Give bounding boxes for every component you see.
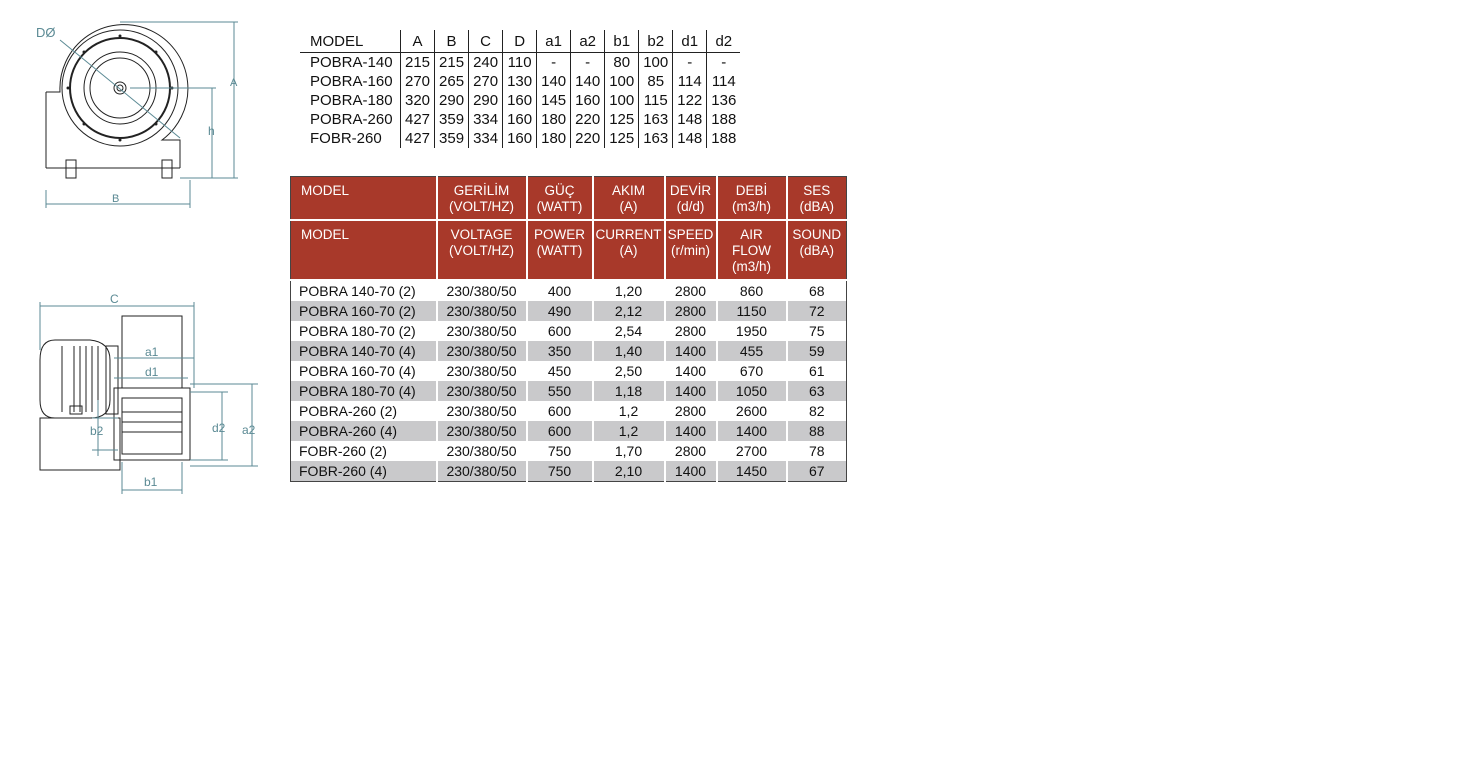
dim-cell: 122	[673, 91, 707, 110]
spec-cell: 1,2	[593, 401, 665, 421]
spec-cell: 59	[787, 341, 847, 361]
spec-header-airflow-en	[717, 220, 787, 280]
spec-table-row	[291, 341, 847, 361]
spec-header-voltage-tr	[437, 177, 527, 221]
dim-cell: 215	[401, 53, 435, 73]
dim-cell: 359	[435, 129, 469, 148]
header-text: GÜÇ	[544, 183, 575, 198]
dim-cell: 148	[673, 129, 707, 148]
spec-cell: 2800	[665, 441, 717, 461]
dim-d2-label: d2	[212, 421, 226, 435]
dim-header-cell: MODEL	[300, 30, 401, 53]
spec-table-row	[291, 361, 847, 381]
spec-cell: 230/380/50	[437, 361, 527, 381]
spec-header-row-tr	[291, 177, 847, 221]
header-text: SPEED	[667, 227, 714, 242]
spec-header-airflow-tr	[717, 177, 787, 221]
dimension-table	[300, 30, 740, 148]
dim-cell: 334	[469, 129, 503, 148]
spec-cell: 1450	[717, 461, 787, 482]
spec-header-sound-en	[787, 220, 847, 280]
header-text: VOLTAGE	[450, 227, 513, 242]
dim-cell: 180	[537, 129, 571, 148]
spec-cell: POBRA 180-70 (4)	[291, 381, 437, 401]
dim-header-cell: d2	[707, 30, 741, 53]
dim-cell: 140	[571, 72, 605, 91]
dim-h-label: h	[208, 124, 215, 138]
dim-b-label: B	[112, 193, 120, 205]
spec-header-speed-en	[665, 220, 717, 280]
header-unit: (dBA)	[799, 243, 834, 258]
dim-cell: 160	[503, 110, 537, 129]
dim-cell: 115	[639, 91, 673, 110]
dim-cell: FOBR-260	[310, 130, 382, 147]
spec-cell: 78	[787, 441, 847, 461]
spec-cell: 450	[527, 361, 593, 381]
dim-a1-label: a1	[145, 345, 159, 359]
spec-cell: 230/380/50	[437, 421, 527, 441]
spec-table	[290, 176, 847, 482]
dim-cell: 160	[503, 91, 537, 110]
dim-cell: 290	[469, 91, 503, 110]
spec-cell: 670	[717, 361, 787, 381]
header-text: AIR FLOW	[732, 227, 771, 258]
header-unit: (dBA)	[799, 199, 834, 214]
dim-cell: -	[537, 53, 571, 73]
dim-cell: 100	[605, 72, 639, 91]
spec-cell: 2,54	[593, 321, 665, 341]
dim-cell: 220	[571, 129, 605, 148]
dim-cell: 136	[707, 91, 741, 110]
spec-cell: 88	[787, 421, 847, 441]
spec-cell: 1,70	[593, 441, 665, 461]
side-view-drawing	[0, 290, 270, 500]
dim-header-cell: D	[503, 30, 537, 53]
dim-cell: -	[707, 53, 741, 73]
spec-table-row	[291, 301, 847, 321]
spec-cell: 550	[527, 381, 593, 401]
spec-cell: 230/380/50	[437, 381, 527, 401]
spec-cell: 1400	[717, 421, 787, 441]
dim-cell: 180	[537, 110, 571, 129]
spec-cell: 1400	[665, 461, 717, 482]
header-unit: (WATT)	[536, 199, 583, 214]
spec-header-current-en	[593, 220, 665, 280]
spec-cell: 63	[787, 381, 847, 401]
dim-cell: 188	[707, 110, 741, 129]
spec-cell: 860	[717, 280, 787, 301]
dim-cell: POBRA-160	[310, 73, 393, 90]
dim-cell: 265	[435, 72, 469, 91]
spec-cell: 2600	[717, 401, 787, 421]
spec-cell: 82	[787, 401, 847, 421]
spec-cell: 490	[527, 301, 593, 321]
spec-table-row	[291, 401, 847, 421]
spec-cell: 600	[527, 421, 593, 441]
spec-cell: 1150	[717, 301, 787, 321]
spec-cell: 2700	[717, 441, 787, 461]
spec-cell: 750	[527, 461, 593, 482]
spec-cell: POBRA 140-70 (4)	[291, 341, 437, 361]
dim-b1-label: b1	[144, 475, 158, 489]
dim-header-cell: a1	[537, 30, 571, 53]
spec-cell: 1,20	[593, 280, 665, 301]
header-unit: (m3/h)	[731, 259, 771, 274]
header-unit: (A)	[619, 243, 638, 258]
dim-a2-label: a2	[242, 423, 256, 437]
spec-header-model-en	[291, 220, 437, 280]
spec-cell: 2800	[665, 301, 717, 321]
spec-cell: 1400	[665, 421, 717, 441]
header-text: SOUND	[792, 227, 842, 242]
spec-cell: POBRA 180-70 (2)	[299, 323, 416, 339]
spec-header-voltage-en	[437, 220, 527, 280]
spec-table-row	[291, 321, 847, 341]
front-view-drawing	[0, 0, 260, 220]
spec-cell: 1950	[717, 321, 787, 341]
dim-cell: 80	[605, 53, 639, 73]
dim-cell: 270	[401, 72, 435, 91]
dim-cell: 215	[435, 53, 469, 73]
spec-cell: 1400	[665, 381, 717, 401]
dim-cell: 148	[673, 110, 707, 129]
spec-cell: POBRA 140-70 (2)	[299, 283, 416, 299]
dim-cell: 320	[401, 91, 435, 110]
header-text: DEBİ	[735, 183, 768, 198]
dim-cell: 130	[503, 72, 537, 91]
spec-cell: 72	[787, 301, 847, 321]
spec-cell: 455	[717, 341, 787, 361]
dim-cell: 163	[639, 110, 673, 129]
spec-cell: 1,2	[593, 421, 665, 441]
spec-cell: POBRA 160-70 (2)	[291, 301, 437, 321]
header-text: POWER	[533, 227, 585, 242]
spec-cell: 2800	[665, 321, 717, 341]
dim-header-cell: b2	[639, 30, 673, 53]
spec-cell: 1,40	[593, 341, 665, 361]
diameter-label: DØ	[36, 25, 56, 40]
header-unit: (WATT)	[536, 243, 583, 258]
dim-cell: POBRA-140	[310, 54, 393, 71]
dim-cell: 290	[435, 91, 469, 110]
dim-cell: 114	[673, 72, 707, 91]
header-text: CURRENT	[595, 227, 662, 242]
dim-header-cell: A	[401, 30, 435, 53]
dim-cell: -	[571, 53, 605, 73]
dim-cell: 427	[401, 110, 435, 129]
spec-cell: 75	[787, 321, 847, 341]
header-text: GERİLİM	[453, 183, 510, 198]
spec-cell: 2,10	[593, 461, 665, 482]
dimension-table-row	[300, 91, 740, 110]
spec-cell: POBRA-260 (2)	[299, 403, 398, 419]
dim-cell: 100	[605, 91, 639, 110]
dim-cell: 220	[571, 110, 605, 129]
dim-cell: 160	[503, 129, 537, 148]
spec-header-power-en	[527, 220, 593, 280]
dimension-table-row	[300, 129, 740, 148]
dim-cell: 427	[401, 129, 435, 148]
spec-cell: 600	[527, 321, 593, 341]
header-text: MODEL	[301, 183, 350, 198]
header-unit: (r/min)	[671, 243, 710, 258]
spec-header-model-tr	[291, 177, 437, 221]
spec-cell: 68	[787, 280, 847, 301]
dimension-table-row	[300, 72, 740, 91]
header-unit: (m3/h)	[731, 199, 771, 214]
spec-cell: 1,18	[593, 381, 665, 401]
dim-cell: 359	[435, 110, 469, 129]
spec-cell: 2800	[665, 401, 717, 421]
spec-cell: 230/380/50	[437, 301, 527, 321]
dim-cell: 85	[639, 72, 673, 91]
spec-header-speed-tr	[665, 177, 717, 221]
header-text: DEVİR	[669, 183, 712, 198]
dim-d1-label: d1	[145, 365, 159, 379]
spec-header-sound-tr	[787, 177, 847, 221]
spec-cell: 61	[787, 361, 847, 381]
spec-table-row	[291, 280, 847, 301]
spec-cell: 230/380/50	[437, 280, 527, 301]
spec-cell: FOBR-260 (4)	[291, 461, 437, 482]
dim-a-label: A	[230, 77, 238, 89]
dim-cell: 240	[469, 53, 503, 73]
dim-cell: POBRA-260	[310, 111, 393, 128]
spec-cell: 1400	[665, 361, 717, 381]
spec-table-row	[291, 461, 847, 482]
header-text: SES	[803, 183, 831, 198]
spec-cell: 230/380/50	[437, 441, 527, 461]
spec-cell: 1050	[717, 381, 787, 401]
dimension-table-header	[300, 30, 740, 53]
spec-table-row	[291, 421, 847, 441]
dim-cell: 270	[469, 72, 503, 91]
dim-cell: 125	[605, 129, 639, 148]
spec-cell: 230/380/50	[437, 461, 527, 482]
spec-header-power-tr	[527, 177, 593, 221]
header-unit: (d/d)	[676, 199, 705, 214]
dim-b2-label: b2	[90, 424, 104, 438]
spec-cell: 230/380/50	[437, 401, 527, 421]
dim-cell: 163	[639, 129, 673, 148]
spec-table-row	[291, 381, 847, 401]
dim-header-cell: B	[435, 30, 469, 53]
dim-header-cell: b1	[605, 30, 639, 53]
header-unit: (VOLT/HZ)	[449, 199, 514, 214]
spec-cell: POBRA-260 (4)	[291, 421, 437, 441]
dim-cell: POBRA-180	[310, 92, 393, 109]
dimension-table-row	[300, 53, 740, 73]
dim-cell: 160	[571, 91, 605, 110]
spec-cell: FOBR-260 (2)	[299, 443, 387, 459]
spec-cell: 67	[787, 461, 847, 482]
dim-cell: 114	[707, 72, 741, 91]
dim-cell: 334	[469, 110, 503, 129]
spec-cell: 2800	[665, 280, 717, 301]
dim-cell: 145	[537, 91, 571, 110]
spec-cell: 230/380/50	[437, 341, 527, 361]
spec-cell: 750	[527, 441, 593, 461]
header-unit: (VOLT/HZ)	[449, 243, 514, 258]
header-text: MODEL	[301, 227, 350, 242]
dim-header-cell: C	[469, 30, 503, 53]
spec-cell: 400	[527, 280, 593, 301]
header-unit: (A)	[619, 199, 638, 214]
spec-header-current-tr	[593, 177, 665, 221]
spec-cell: 2,50	[593, 361, 665, 381]
dim-header-cell: d1	[673, 30, 707, 53]
dim-cell: -	[673, 53, 707, 73]
spec-cell: 350	[527, 341, 593, 361]
dim-c-label: C	[110, 292, 119, 306]
dimension-table-row	[300, 110, 740, 129]
dim-cell: 125	[605, 110, 639, 129]
dim-header-cell: a2	[571, 30, 605, 53]
spec-cell: 2,12	[593, 301, 665, 321]
spec-cell: 600	[527, 401, 593, 421]
dim-cell: 140	[537, 72, 571, 91]
dim-cell: 100	[639, 53, 673, 73]
header-text: AKIM	[611, 183, 645, 198]
spec-cell: 1400	[665, 341, 717, 361]
dim-cell: 188	[707, 129, 741, 148]
dim-cell: 110	[503, 53, 537, 73]
spec-cell: POBRA 160-70 (4)	[299, 363, 416, 379]
spec-cell: 230/380/50	[437, 321, 527, 341]
spec-header-row-en	[291, 220, 847, 280]
spec-table-row	[291, 441, 847, 461]
